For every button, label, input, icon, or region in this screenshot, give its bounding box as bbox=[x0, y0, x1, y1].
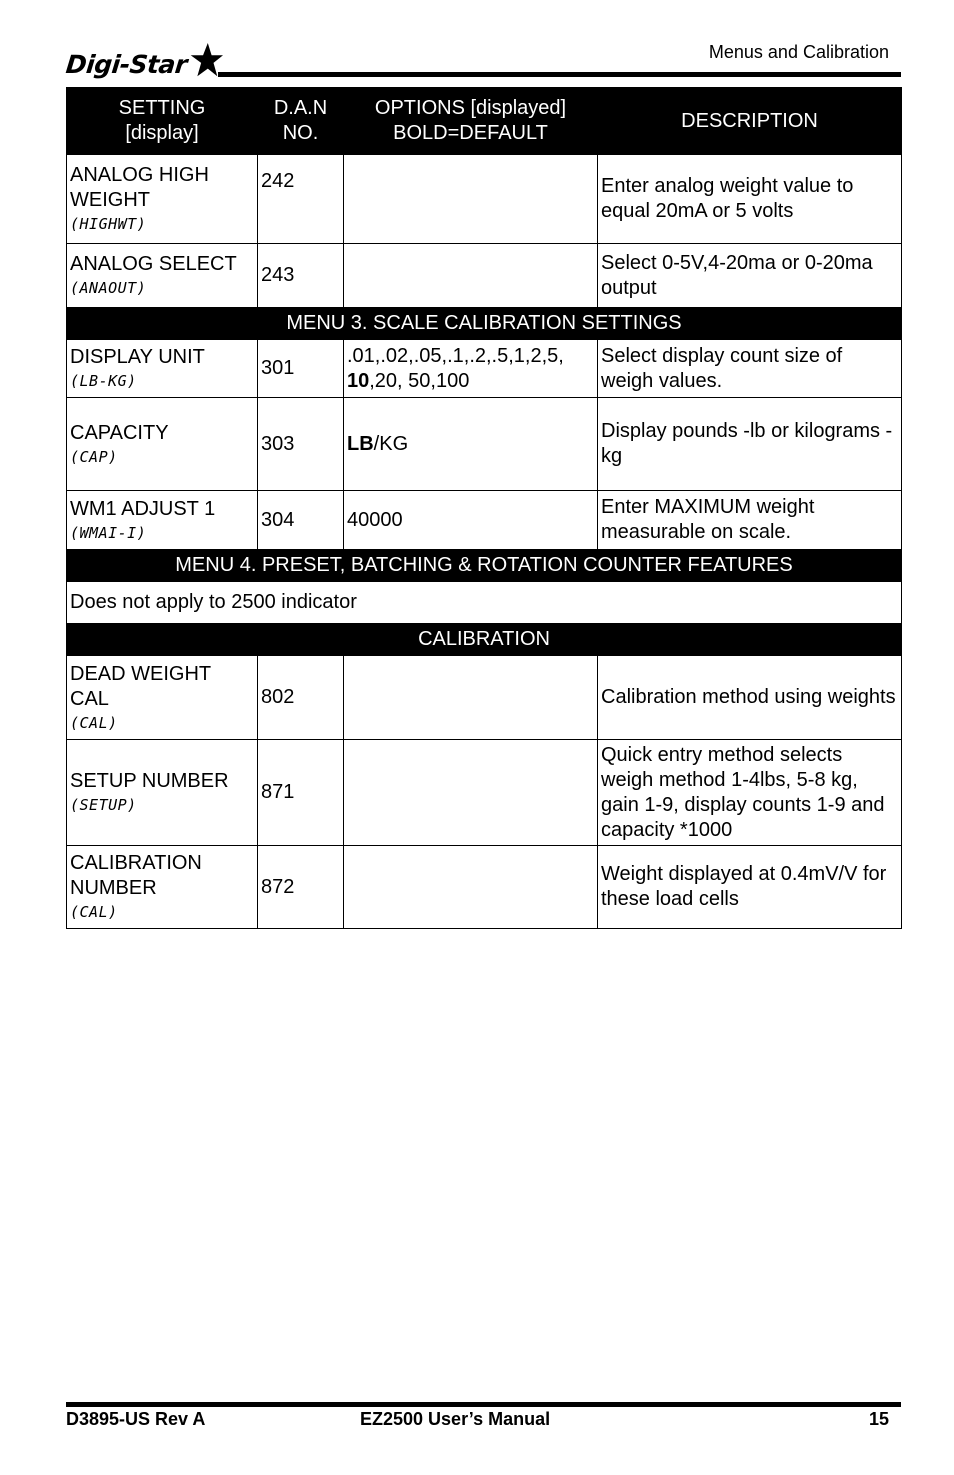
table-row bbox=[67, 582, 902, 624]
table-row bbox=[67, 340, 902, 398]
options-cell bbox=[344, 740, 598, 846]
setting-cell: DEAD WEIGHT CAL (CAL) bbox=[67, 656, 258, 740]
calibration-title: CALIBRATION bbox=[67, 624, 902, 656]
display-code: (CAL) bbox=[70, 903, 118, 921]
setting-cell: DISPLAY UNIT (LB-KG) bbox=[67, 340, 258, 398]
table-row bbox=[67, 244, 902, 308]
description-cell: Select display count size of weigh values. bbox=[598, 340, 902, 398]
description-cell: Enter analog weight value to equal 20mA or 5 volts bbox=[598, 155, 902, 244]
description-cell: Quick entry method selects weigh method 1-4lbs, 5-8 kg, gain 1-9, display counts 1-9 and capacity *1000 bbox=[598, 740, 902, 846]
column-header-setting: SETTING [display] bbox=[67, 88, 258, 155]
table-row bbox=[67, 656, 902, 740]
display-code: (LB-KG) bbox=[70, 372, 137, 390]
dan-cell: 243 bbox=[258, 244, 344, 308]
menu-settings-table bbox=[66, 87, 902, 929]
brand-logo bbox=[66, 40, 223, 80]
dan-cell: 303 bbox=[258, 398, 344, 491]
document-number: D3895-US Rev A bbox=[66, 1409, 206, 1429]
page-number: 15 bbox=[868, 1409, 889, 1429]
table-row bbox=[67, 846, 902, 929]
table-row bbox=[67, 740, 902, 846]
display-code: (CAP) bbox=[70, 447, 118, 466]
menu4-note: Does not apply to 2500 indicator bbox=[67, 582, 902, 624]
footer-rule bbox=[66, 1402, 901, 1407]
dan-cell: 871 bbox=[258, 740, 344, 846]
default-option: 10 bbox=[347, 369, 370, 392]
options-cell: .01,.02,.05,.1,.2,.5,1,2,5, 10,20, 50,100 bbox=[344, 340, 598, 398]
description-cell: Weight displayed at 0.4mV/V for these load cells bbox=[598, 846, 902, 929]
setting-cell: CAPACITY (CAP) bbox=[67, 398, 258, 491]
column-header-dan: D.A.N NO. bbox=[258, 88, 344, 155]
manual-title: EZ2500 User’s Manual bbox=[360, 1409, 551, 1429]
brand-logo-text: Digi-Star bbox=[64, 50, 189, 79]
default-option: LB bbox=[347, 432, 374, 455]
menu4-band bbox=[67, 550, 902, 582]
options-cell bbox=[344, 155, 598, 244]
display-code: (SETUP) bbox=[70, 796, 137, 814]
display-code: (WMAI-I) bbox=[70, 523, 147, 542]
setting-cell: WM1 ADJUST 1 (WMAI-I) bbox=[67, 491, 258, 550]
table-row bbox=[67, 398, 902, 491]
menu3-title: MENU 3. SCALE CALIBRATION SETTINGS bbox=[67, 308, 902, 340]
description-cell: Display pounds -lb or kilograms -kg bbox=[598, 398, 902, 491]
dan-cell: 802 bbox=[258, 656, 344, 740]
display-code: (HIGHWT) bbox=[70, 215, 147, 233]
setting-cell: ANALOG SELECT (ANAOUT) bbox=[67, 244, 258, 308]
dan-cell: 301 bbox=[258, 340, 344, 398]
menu3-band bbox=[67, 308, 902, 340]
options-cell bbox=[344, 244, 598, 308]
setting-cell: ANALOG HIGH WEIGHT (HIGHWT) bbox=[67, 155, 258, 244]
options-cell bbox=[344, 656, 598, 740]
description-cell: Select 0-5V,4-20ma or 0-20ma output bbox=[598, 244, 902, 308]
dan-cell: 242 bbox=[258, 155, 344, 244]
options-cell: LB/KG bbox=[344, 398, 598, 491]
calibration-band bbox=[67, 624, 902, 656]
setting-cell: CALIBRATION NUMBER (CAL) bbox=[67, 846, 258, 929]
setting-cell: SETUP NUMBER (SETUP) bbox=[67, 740, 258, 846]
display-code: (CAL) bbox=[70, 713, 118, 732]
dan-cell: 304 bbox=[258, 491, 344, 550]
dan-cell: 872 bbox=[258, 846, 344, 929]
section-title: Menus and Calibration bbox=[708, 42, 889, 62]
display-code: (ANAOUT) bbox=[70, 279, 147, 297]
options-cell bbox=[344, 846, 598, 929]
table-row bbox=[67, 491, 902, 550]
table-header-row bbox=[67, 88, 902, 155]
column-header-options: OPTIONS [displayed] BOLD=DEFAULT bbox=[344, 88, 598, 155]
header-rule bbox=[218, 72, 901, 77]
page-header bbox=[66, 38, 901, 82]
page-footer bbox=[66, 1402, 901, 1442]
description-cell: Enter MAXIMUM weight measurable on scale. bbox=[598, 491, 902, 550]
table-row bbox=[67, 155, 902, 244]
options-cell: 40000 bbox=[344, 491, 598, 550]
description-cell: Calibration method using weights bbox=[598, 656, 902, 740]
menu4-title: MENU 4. PRESET, BATCHING & ROTATION COUNTER FEATURES bbox=[67, 550, 902, 582]
column-header-description: DESCRIPTION bbox=[598, 88, 902, 155]
